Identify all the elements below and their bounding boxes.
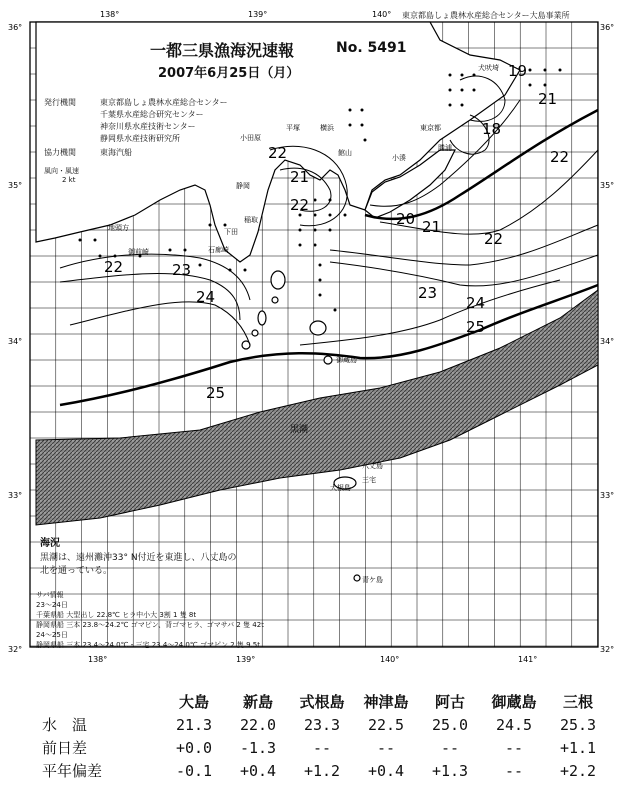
publisher-org: 神奈川県水産技術センター [100, 122, 196, 131]
oshima-island [271, 271, 285, 289]
isotherm-label: 19 [508, 62, 528, 80]
lat-right-33: 33° [600, 491, 615, 500]
row-label: 前日差 [42, 739, 88, 757]
table-row [30, 759, 610, 782]
notes-heading: 海況 [40, 538, 60, 549]
wind-value: 2 kt [62, 176, 76, 184]
observation-dot [329, 199, 332, 202]
saba-line: 静岡県船 三本 23.4～24.0℃・三宅 23.4～24.0℃ ゴマピン 2 隻 9.5t [36, 641, 260, 649]
observation-dot [299, 229, 302, 232]
table-cell: 23.3 [303, 715, 341, 734]
isotherm-label: 20 [396, 210, 416, 228]
table-cell: 22.5 [367, 715, 405, 734]
bulletin-date: 2007年6月25日（月） [158, 66, 300, 81]
observation-dot [329, 229, 332, 232]
isotherm-label: 23 [418, 284, 438, 302]
office-name: 東京都島しょ農林水産総合センター大島事業所 [402, 11, 570, 20]
observation-dot [169, 249, 172, 252]
observation-dot [361, 124, 364, 127]
isotherm-label: 21 [290, 168, 310, 186]
place-name: 黒潮 [290, 425, 309, 435]
isotherm-label: 25 [206, 384, 226, 402]
table-row [30, 713, 610, 736]
table-cell: 24.5 [495, 715, 533, 734]
station-header: 三根 [562, 693, 593, 711]
station-header: 阿古 [434, 693, 465, 711]
station-header: 御蔵島 [491, 693, 537, 711]
lat-right-35: 35° [600, 181, 615, 190]
place-name: 八丈島 [362, 462, 383, 470]
isotherm-label: 21 [422, 218, 442, 236]
observation-dot [349, 124, 352, 127]
table-cell: +0.4 [239, 761, 277, 780]
observation-dot [79, 239, 82, 242]
table-cell: -0.1 [175, 761, 213, 780]
table-header-row [30, 690, 610, 713]
observation-dot [314, 244, 317, 247]
table-cell: +1.2 [303, 761, 341, 780]
place-name: 勝浦 [438, 144, 452, 152]
table-cell: -- [312, 738, 332, 757]
lat-left-33: 33° [8, 491, 23, 500]
isotherm-label: 21 [538, 90, 558, 108]
water-temperature-table [30, 690, 610, 782]
observation-dot [544, 69, 547, 72]
place-name: 大根島 [330, 484, 351, 492]
observation-dot [314, 229, 317, 232]
observation-dot [461, 104, 464, 107]
cooperation-label: 協力機関 [44, 148, 76, 157]
niijima-island [258, 311, 266, 325]
lat-right-36: 36° [600, 23, 615, 32]
observation-dot [199, 264, 202, 267]
observation-dot [449, 89, 452, 92]
isotherm-22-west [60, 254, 250, 300]
observation-dot [229, 269, 232, 272]
observation-dot [329, 214, 332, 217]
notes-text: 黒潮は、遠州灘沖33° N付近を東進し、八丈島の [40, 553, 237, 563]
isotherm-label: 22 [268, 144, 288, 162]
observation-dot [314, 199, 317, 202]
place-name: 小湊 [392, 154, 406, 162]
place-name: 平塚 [286, 124, 300, 132]
lon-bottom-139: 139° [236, 655, 256, 664]
observation-dot [461, 74, 464, 77]
observation-dot [529, 69, 532, 72]
map-title: 一都三県漁海況速報 [150, 41, 295, 60]
place-name: 犬吠埼 [478, 64, 499, 72]
observation-dot [244, 269, 247, 272]
observation-dot [559, 69, 562, 72]
observation-dot [99, 255, 102, 258]
place-name: 石廊崎 [208, 246, 229, 254]
place-name: 青ケ島 [362, 576, 383, 584]
table-cell: +0.4 [367, 761, 405, 780]
station-header: 大島 [178, 693, 209, 711]
observation-dot [364, 139, 367, 142]
lon-top-138: 138° [100, 10, 120, 19]
lon-bottom-138: 138° [88, 655, 108, 664]
saba-date: 24～25日 [36, 631, 68, 639]
table-cell: 22.0 [239, 715, 277, 734]
table-cell: -1.3 [239, 738, 277, 757]
aogashima-island [354, 575, 360, 581]
place-name: 横浜 [320, 124, 334, 132]
row-label: 水 温 [42, 716, 88, 734]
lat-left-32: 32° [8, 645, 23, 654]
table-cell: 21.3 [175, 715, 213, 734]
lat-right-32: 32° [600, 645, 615, 654]
observation-dot [94, 239, 97, 242]
observation-dot [209, 224, 212, 227]
observation-dot [344, 214, 347, 217]
table-cell: +2.2 [559, 761, 597, 780]
place-name: 下田 [224, 228, 238, 236]
table-cell: +1.1 [559, 738, 597, 757]
toshima-island [272, 297, 278, 303]
place-name: 館山 [338, 149, 352, 157]
place-name: 地頭方 [108, 224, 129, 232]
isotherm-label: 25 [466, 318, 486, 336]
place-name: 三宅 [362, 476, 376, 484]
table-cell: -- [504, 761, 524, 780]
saba-heading: サバ情報 [36, 591, 64, 599]
isotherm-label: 24 [466, 294, 486, 312]
isotherm-label: 22 [550, 148, 570, 166]
place-name: 稲取 [244, 216, 258, 224]
lon-bottom-140: 140° [380, 655, 400, 664]
station-header: 神津島 [363, 693, 409, 711]
place-name: 静岡 [236, 182, 250, 190]
observation-dot [319, 279, 322, 282]
lat-left-34: 34° [8, 337, 23, 346]
mikurajima-island [324, 356, 332, 364]
isotherm-label: 23 [172, 261, 192, 279]
lat-right-34: 34° [600, 337, 615, 346]
table-row [30, 736, 610, 759]
publisher-org: 東京都島しょ農林水産総合センター [100, 98, 228, 107]
lat-left-36: 36° [8, 23, 23, 32]
lon-top-140: 140° [372, 10, 392, 19]
isotherm-24-east [330, 255, 598, 286]
table-cell: 25.3 [559, 715, 597, 734]
shikinejima-island [252, 330, 258, 336]
observation-dot [529, 84, 532, 87]
isotherm-23-east [330, 225, 598, 265]
isotherm-label: 18 [482, 120, 502, 138]
isotherm-label: 24 [196, 288, 216, 306]
publisher-org: 静岡県水産技術研究所 [100, 134, 180, 143]
saba-line: 静岡県船 三本 23.8～24.2℃ ゴマピン、背ゴマヒラ、ゴマサバ 2 隻 42t [36, 621, 264, 629]
observation-dot [449, 104, 452, 107]
place-name: 東京都 [420, 124, 441, 132]
station-header: 新島 [242, 693, 273, 711]
isotherm-label: 22 [484, 230, 504, 248]
bulletin-number: No. 5491 [336, 40, 407, 56]
observation-dot [544, 84, 547, 87]
place-name: 御前崎 [128, 248, 149, 256]
row-label: 平年偏差 [42, 762, 103, 780]
table-cell: +0.0 [175, 738, 213, 757]
cooperation-org: 東海汽船 [100, 148, 132, 157]
saba-line: 千葉県船 大型出し 22.8℃ ヒラ中小大 3割 1 隻 8t [36, 611, 197, 619]
observation-dot [473, 89, 476, 92]
observation-dot [319, 264, 322, 267]
observation-dot [334, 309, 337, 312]
observation-dot [224, 224, 227, 227]
observation-dot [461, 89, 464, 92]
table-cell: +1.3 [431, 761, 469, 780]
isotherm-label: 22 [104, 258, 124, 276]
observation-dot [314, 214, 317, 217]
lon-top-139: 139° [248, 10, 268, 19]
observation-dot [473, 74, 476, 77]
table-cell: -- [440, 738, 460, 757]
station-header: 式根島 [299, 693, 345, 711]
saba-date: 23～24日 [36, 601, 68, 609]
table-cell: -- [504, 738, 524, 757]
wind-label: 風向・風速 [44, 167, 79, 175]
notes-text: 北を通っている。 [40, 566, 113, 576]
observation-dot [184, 249, 187, 252]
table-cell: 25.0 [431, 715, 469, 734]
observation-dot [349, 109, 352, 112]
isotherm-label: 22 [290, 196, 310, 214]
table-cell: -- [376, 738, 396, 757]
observation-dot [319, 294, 322, 297]
place-name: 小田原 [240, 134, 261, 142]
publisher-org: 千葉県水産総合研究センター [100, 110, 204, 119]
observation-dot [361, 109, 364, 112]
place-name: 御蔵島 [336, 356, 357, 364]
miyakejima-island [310, 321, 326, 335]
observation-dot [449, 74, 452, 77]
lon-bottom-141: 141° [518, 655, 538, 664]
observation-dot [299, 244, 302, 247]
lat-left-35: 35° [8, 181, 23, 190]
publishers-label: 発行機関 [44, 98, 76, 107]
